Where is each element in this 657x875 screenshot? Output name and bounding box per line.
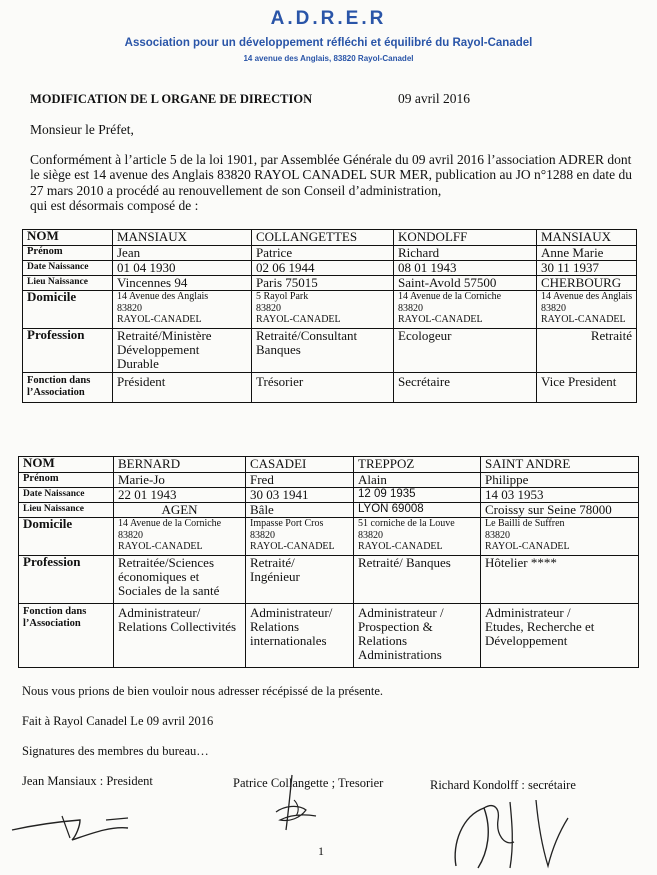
org-subtitle: Association pour un développement réfléchi et équilibré du Rayol-Canadel <box>124 37 533 49</box>
address-line: 14 Avenue de la Corniche <box>118 518 222 529</box>
profession-line: Durable <box>117 356 159 371</box>
cell-naissance: 14 03 1953 <box>481 488 639 503</box>
address-line: 5 Rayol Park <box>256 291 309 302</box>
org-title: A.D.R.E.R <box>270 8 387 29</box>
cell-naissance: 12 09 1935 <box>354 488 481 503</box>
label-domicile: Domicile <box>19 518 114 556</box>
label-profession: Profession <box>19 556 114 604</box>
row-domicile <box>19 518 639 556</box>
cell-nom: MANSIAUX <box>113 230 252 246</box>
cell-lieu: Vincennes 94 <box>113 276 252 291</box>
cell-naissance: 22 01 1943 <box>114 488 246 503</box>
address-line: 51 corniche de la Louve <box>358 518 455 529</box>
cell-prenom: Anne Marie <box>537 246 637 261</box>
paragraph-line: qui est désormais composé de : <box>30 197 199 213</box>
cell-profession <box>113 329 252 373</box>
profession-line: Ingénieur <box>250 569 300 584</box>
board-table-2 <box>18 456 639 668</box>
row-domicile <box>23 291 637 329</box>
profession-line: Ecologeur <box>398 328 452 343</box>
cell-fonction <box>252 373 394 403</box>
row-fonction <box>19 604 639 668</box>
cell-naissance: 30 03 1941 <box>246 488 354 503</box>
label-domicile: Domicile <box>23 291 113 329</box>
address-line: RAYOL-CANADEL <box>485 541 570 552</box>
board-table-1 <box>22 229 637 403</box>
cell-prenom: Marie-Jo <box>114 473 246 488</box>
profession-line: Développement <box>117 342 200 357</box>
cell-domicile <box>537 291 637 329</box>
signature-treasurer <box>272 770 332 840</box>
cell-fonction <box>354 604 481 668</box>
paragraph-line: le siège est 14 avenue des Anglais 83820 RAYOL CANADEL SUR MER, publication au JO n°1288 en date du <box>30 167 632 183</box>
cell-naissance: 08 01 1943 <box>394 261 537 276</box>
row-prenom <box>23 246 637 261</box>
row-naissance <box>19 488 639 503</box>
cell-prenom: Jean <box>113 246 252 261</box>
label-prenom: Prénom <box>23 246 113 261</box>
label-profession: Profession <box>23 329 113 373</box>
profession-line: Retraitée/Sciences <box>118 555 215 570</box>
cell-lieu: Saint-Avold 57500 <box>394 276 537 291</box>
row-nom <box>19 457 639 473</box>
address-line: 83820 <box>250 529 275 541</box>
signature-president <box>10 808 150 848</box>
paragraph-line: 27 mars 2010 a procédé au renouvellement de son Conseil d’administration, <box>30 182 442 198</box>
cell-nom: TREPPOZ <box>354 457 481 473</box>
cell-lieu: Paris 75015 <box>252 276 394 291</box>
address-line: RAYOL-CANADEL <box>256 314 341 325</box>
address-line: 14 Avenue de la Corniche <box>398 291 502 302</box>
signature-secretary <box>448 794 578 874</box>
fonction-line: Administrateur/ <box>118 605 201 620</box>
fonction-line: Prospection & <box>358 619 433 634</box>
label-nom: NOM <box>23 230 113 246</box>
address-line: 83820 <box>485 529 510 541</box>
cell-domicile <box>114 518 246 556</box>
label-naissance: Date Naissance <box>19 488 114 503</box>
cell-domicile <box>113 291 252 329</box>
profession-line: économiques et <box>118 569 200 584</box>
closing-request: Nous vous prions de bien vouloir nous adresser récépissé de la présente. <box>22 684 384 698</box>
cell-profession <box>114 556 246 604</box>
cell-naissance: 01 04 1930 <box>113 261 252 276</box>
cell-profession <box>354 556 481 604</box>
cell-profession <box>246 556 354 604</box>
cell-fonction <box>114 604 246 668</box>
row-lieu <box>23 276 637 291</box>
cell-domicile <box>246 518 354 556</box>
profession-line: Sociales de la santé <box>118 583 220 598</box>
cell-naissance: 30 11 1937 <box>537 261 637 276</box>
fonction-line: Administrations <box>358 647 442 662</box>
salutation: Monsieur le Préfet, <box>30 122 134 137</box>
address-line: Impasse Port Cros <box>250 518 324 529</box>
cell-domicile <box>481 518 639 556</box>
profession-line: Retraité/ Banques <box>358 555 451 570</box>
cell-domicile <box>252 291 394 329</box>
row-naissance <box>23 261 637 276</box>
cell-fonction <box>113 373 252 403</box>
label-lieu: Lieu Naissance <box>19 503 114 518</box>
cell-lieu: AGEN <box>114 503 246 518</box>
label-naissance: Date Naissance <box>23 261 113 276</box>
cell-fonction <box>246 604 354 668</box>
address-line: RAYOL-CANADEL <box>117 314 202 325</box>
row-profession <box>23 329 637 373</box>
label-fonction <box>19 604 114 668</box>
closing-signatures-heading: Signatures des membres du bureau… <box>22 744 209 758</box>
document-date: 09 avril 2016 <box>398 91 470 106</box>
profession-line: Retraité <box>590 328 632 343</box>
address-line: RAYOL-CANADEL <box>398 314 483 325</box>
fonction-line: internationales <box>250 633 327 648</box>
cell-profession <box>537 329 637 373</box>
fonction-line: Administrateur / <box>485 605 571 620</box>
cell-lieu: LYON 69008 <box>354 503 481 518</box>
label-fonction-line: l’Association <box>27 387 85 398</box>
signatory-president: Jean Mansiaux : President <box>22 774 153 788</box>
address-line: 14 Avenue des Anglais <box>117 291 209 302</box>
document-title: MODIFICATION DE L ORGANE DE DIRECTION <box>30 92 313 106</box>
cell-prenom: Patrice <box>252 246 394 261</box>
cell-naissance: 02 06 1944 <box>252 261 394 276</box>
address-line: RAYOL-CANADEL <box>358 541 443 552</box>
address-line: 83820 <box>118 529 143 541</box>
label-nom: NOM <box>19 457 114 473</box>
cell-nom: COLLANGETTES <box>252 230 394 246</box>
fonction-line: Relations <box>358 633 408 648</box>
cell-nom: KONDOLFF <box>394 230 537 246</box>
fonction-line: Secrétaire <box>398 374 450 389</box>
row-lieu <box>19 503 639 518</box>
page-number: 1 <box>318 844 324 858</box>
cell-lieu: Croissy sur Seine 78000 <box>481 503 639 518</box>
fonction-line: Développement <box>485 633 568 648</box>
cell-fonction <box>394 373 537 403</box>
cell-domicile <box>394 291 537 329</box>
profession-line: Retraité/ <box>250 555 295 570</box>
cell-nom: BERNARD <box>114 457 246 473</box>
fonction-line: Etudes, Recherche et <box>485 619 595 634</box>
address-line: RAYOL-CANADEL <box>118 541 203 552</box>
fonction-line: Vice President <box>541 374 617 389</box>
signatory-treasurer: Patrice Collangette ; Tresorier <box>233 776 384 790</box>
row-prenom <box>19 473 639 488</box>
label-prenom: Prénom <box>19 473 114 488</box>
row-nom <box>23 230 637 246</box>
cell-lieu: Bâle <box>246 503 354 518</box>
cell-fonction <box>481 604 639 668</box>
cell-profession <box>252 329 394 373</box>
label-fonction-line: Fonction dans <box>23 606 87 617</box>
cell-profession <box>481 556 639 604</box>
cell-prenom: Alain <box>354 473 481 488</box>
org-address: 14 avenue des Anglais, 83820 Rayol-Canadel <box>243 54 414 63</box>
address-line: 83820 <box>541 302 566 314</box>
address-line: 14 Avenue des Anglais <box>541 291 633 302</box>
cell-prenom: Richard <box>394 246 537 261</box>
signatory-secretary: Richard Kondolff : secrétaire <box>430 778 576 792</box>
profession-line: Retraité/Consultant <box>256 328 358 343</box>
profession-line: Hôtelier **** <box>485 555 557 570</box>
address-line: 83820 <box>358 529 383 541</box>
fonction-line: Trésorier <box>256 374 304 389</box>
profession-line: Banques <box>256 342 301 357</box>
fonction-line: Relations Collectivités <box>118 619 237 634</box>
address-line: Le Bailli de Suffren <box>485 518 565 529</box>
address-line: 83820 <box>256 302 281 314</box>
cell-prenom: Fred <box>246 473 354 488</box>
cell-nom: MANSIAUX <box>537 230 637 246</box>
cell-prenom: Philippe <box>481 473 639 488</box>
fonction-line: Relations <box>250 619 300 634</box>
fonction-line: Administrateur/ <box>250 605 333 620</box>
cell-nom: CASADEI <box>246 457 354 473</box>
address-line: RAYOL-CANADEL <box>541 314 626 325</box>
cell-domicile <box>354 518 481 556</box>
label-fonction <box>23 373 113 403</box>
label-fonction-line: Fonction dans <box>27 375 91 386</box>
profession-line: Retraité/Ministère <box>117 328 212 343</box>
label-lieu: Lieu Naissance <box>23 276 113 291</box>
address-line: RAYOL-CANADEL <box>250 541 335 552</box>
cell-nom: SAINT ANDRE <box>481 457 639 473</box>
fonction-line: Administrateur / <box>358 605 444 620</box>
label-fonction-line: l’Association <box>23 618 81 629</box>
intro-paragraph <box>30 152 636 213</box>
paragraph-line: Conformément à l’article 5 de la loi 1901, par Assemblée Générale du 09 avril 2016 l’association ADRER dont <box>30 152 632 167</box>
cell-profession <box>394 329 537 373</box>
address-line: 83820 <box>117 302 142 314</box>
fonction-line: Président <box>117 374 166 389</box>
cell-fonction <box>537 373 637 403</box>
row-profession <box>19 556 639 604</box>
row-fonction <box>23 373 637 403</box>
cell-lieu: CHERBOURG <box>537 276 637 291</box>
address-line: 83820 <box>398 302 423 314</box>
closing-place-date: Fait à Rayol Canadel Le 09 avril 2016 <box>22 714 214 728</box>
